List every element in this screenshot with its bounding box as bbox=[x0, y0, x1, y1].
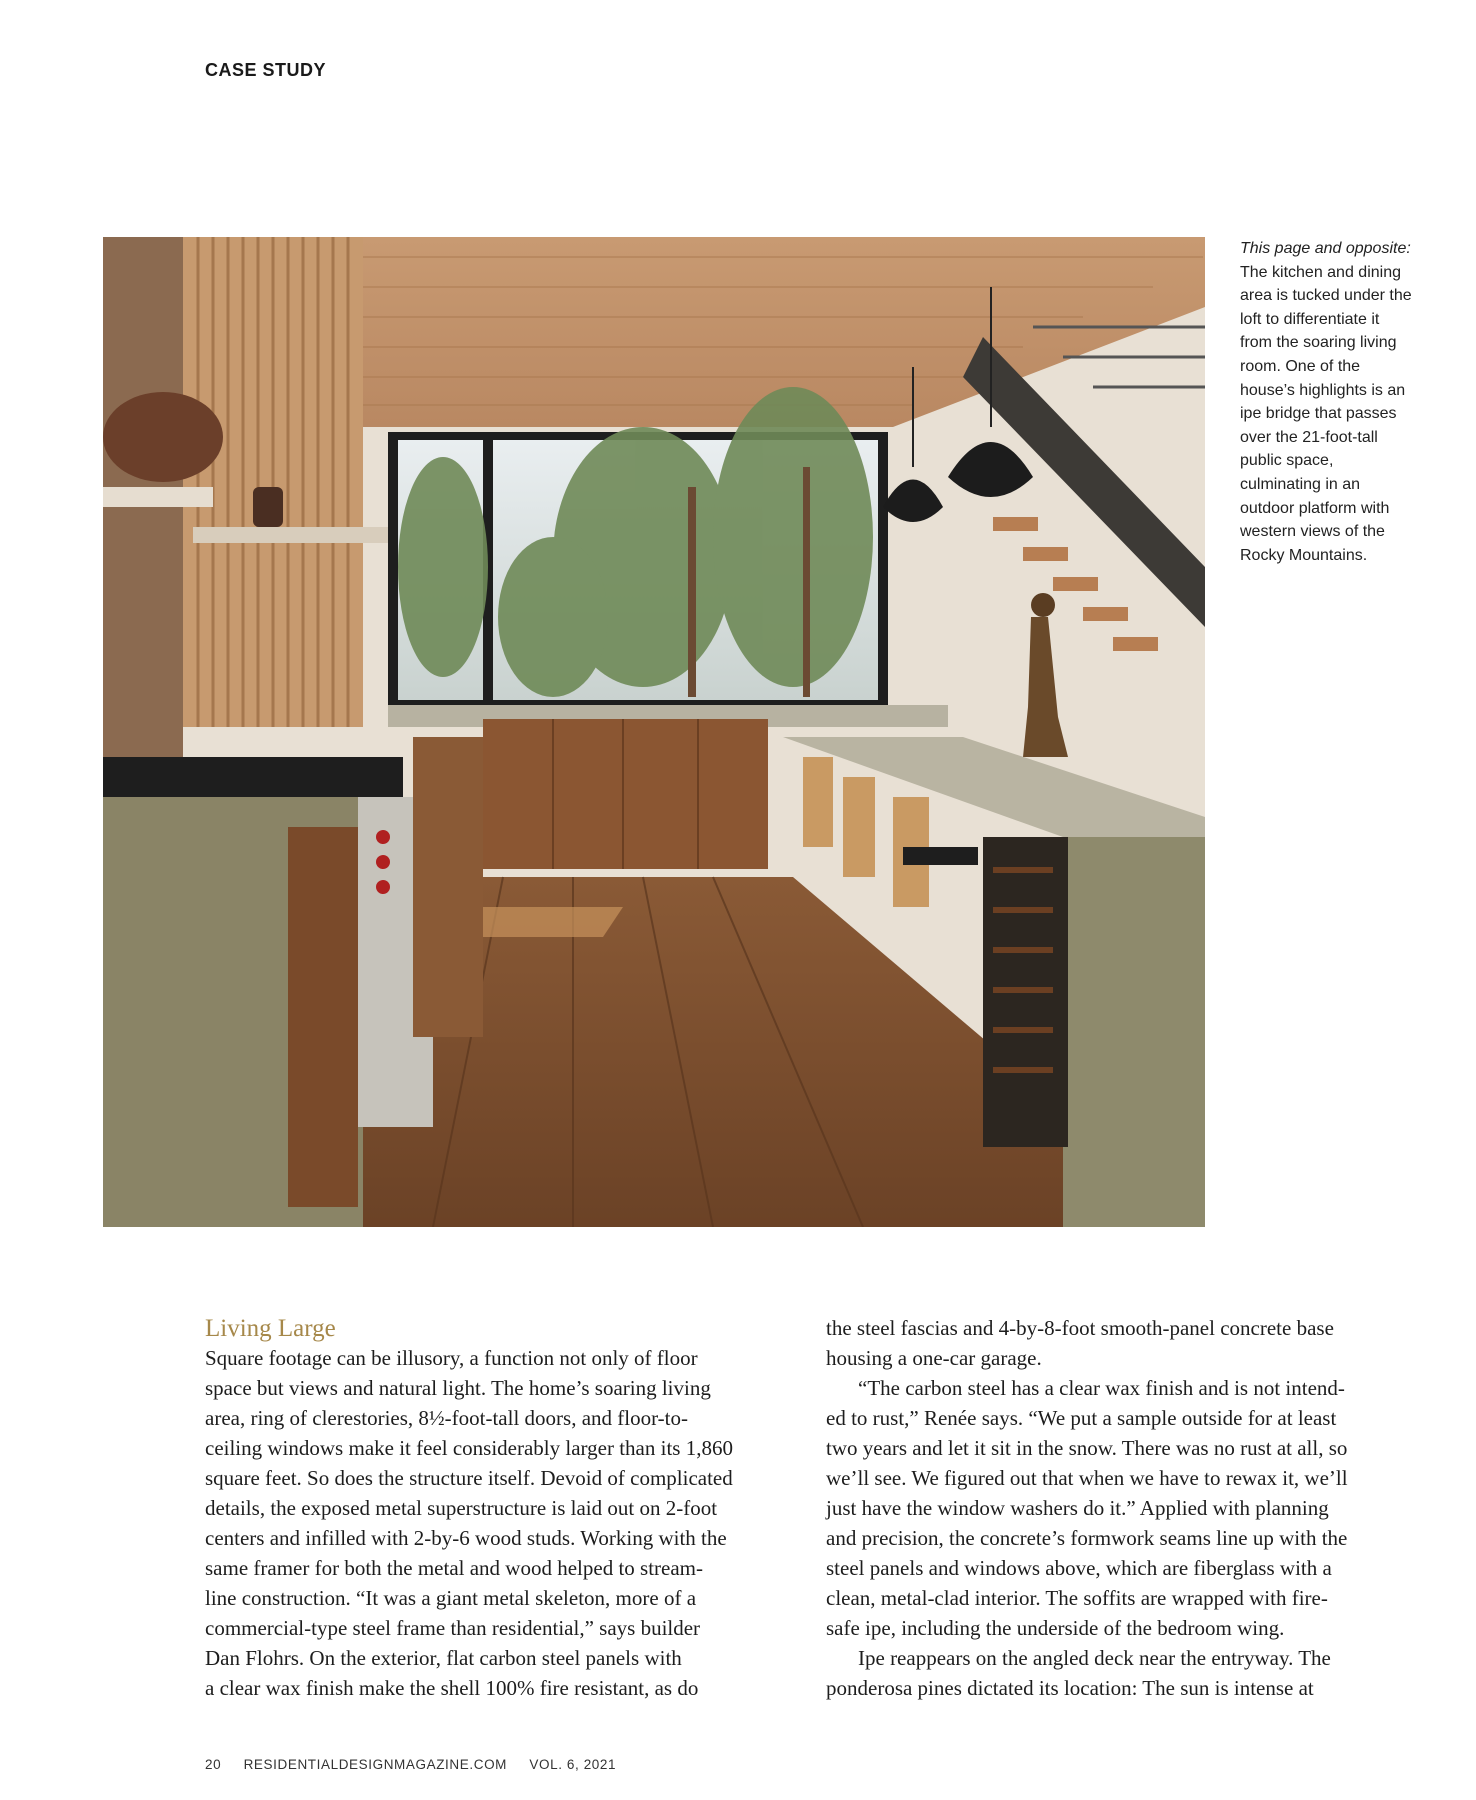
text-line: the steel fascias and 4-by-8-foot smooth-panel concrete base bbox=[826, 1316, 1334, 1340]
text-line: a clear wax finish make the shell 100% fire resistant, as do bbox=[205, 1676, 699, 1700]
text-line: and precision, the concrete’s formwork seams line up with the bbox=[826, 1526, 1348, 1550]
text-line: same framer for both the metal and wood helped to stream- bbox=[205, 1556, 703, 1580]
article-column-left bbox=[205, 1313, 825, 1703]
text-line: square feet. So does the structure itself. Devoid of complicated bbox=[205, 1466, 733, 1490]
text-line: Ipe reappears on the angled deck near the entryway. The bbox=[858, 1646, 1331, 1670]
site-url: RESIDENTIALDESIGNMAGAZINE.COM bbox=[243, 1757, 508, 1772]
text-line: ceiling windows make it feel considerably larger than its 1,860 bbox=[205, 1436, 733, 1460]
text-line: we’ll see. We figured out that when we have to rewax it, we’ll bbox=[826, 1466, 1348, 1490]
text-line: just have the window washers do it.” Applied with planning bbox=[826, 1496, 1329, 1520]
text-line: space but views and natural light. The home’s soaring living bbox=[205, 1376, 711, 1400]
text-line: steel panels and windows above, which are fiberglass with a bbox=[826, 1556, 1332, 1580]
caption-lead: This page and opposite: bbox=[1240, 240, 1411, 257]
text-line: clean, metal-clad interior. The soffits are wrapped with fire- bbox=[826, 1586, 1328, 1610]
caption-text: The kitchen and dining area is tucked under the loft to differentiate it from the soaring living room. One of the house’s highlights is an ipe bridge that passes over the 21-foot-tall public space, culminating in an outdoor platform with western views of the Rocky Mountains. bbox=[1240, 263, 1412, 564]
text-line: details, the exposed metal superstructure is laid out on 2-foot bbox=[205, 1496, 718, 1520]
article-column-right bbox=[826, 1313, 1446, 1703]
photo-caption bbox=[1240, 237, 1415, 567]
text-line: two years and let it sit in the snow. There was no rust at all, so bbox=[826, 1436, 1348, 1460]
text-line: commercial-type steel frame than residential,” says builder bbox=[205, 1616, 701, 1640]
article-heading: Living Large bbox=[205, 1315, 336, 1342]
text-line: ponderosa pines dictated its location: The sun is intense at bbox=[826, 1676, 1314, 1700]
text-line: Dan Flohrs. On the exterior, flat carbon steel panels with bbox=[205, 1646, 682, 1670]
text-line: Square footage can be illusory, a function not only of floor bbox=[205, 1346, 698, 1370]
text-line: “The carbon steel has a clear wax finish and is not intend- bbox=[858, 1376, 1345, 1400]
kitchen-photo bbox=[103, 237, 1205, 1227]
text-line: area, ring of clerestories, 8½-foot-tall doors, and floor-to- bbox=[205, 1406, 688, 1430]
text-line: ed to rust,” Renée says. “We put a sample outside for at least bbox=[826, 1406, 1337, 1430]
text-line: line construction. “It was a giant metal skeleton, more of a bbox=[205, 1586, 697, 1610]
text-line: housing a one-car garage. bbox=[826, 1346, 1042, 1370]
volume-info: VOL. 6, 2021 bbox=[529, 1757, 617, 1772]
section-label: CASE STUDY bbox=[205, 60, 327, 80]
page-number: 20 bbox=[205, 1757, 222, 1772]
text-line: centers and infilled with 2-by-6 wood studs. Working with the bbox=[205, 1526, 727, 1550]
page-footer bbox=[205, 1757, 634, 1772]
text-line: safe ipe, including the underside of the bedroom wing. bbox=[826, 1616, 1285, 1640]
